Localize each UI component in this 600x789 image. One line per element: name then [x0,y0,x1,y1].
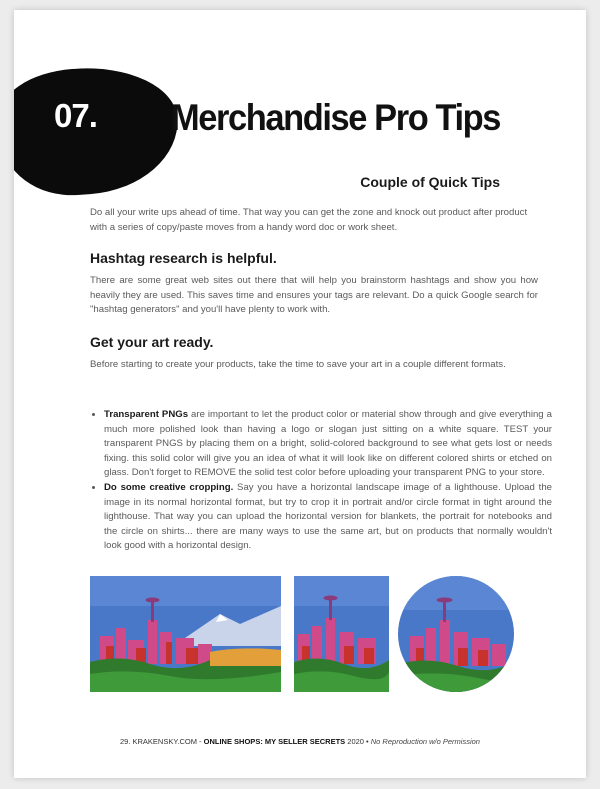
chapter-number: 07. [54,97,97,134]
artwork-portrait-crop [294,576,389,692]
hashtag-heading: Hashtag research is helpful. [90,250,277,266]
footer-notice: No Reproduction w/o Permission [370,737,480,746]
document-page [14,10,586,778]
chapter-badge-blob [14,62,182,200]
bullet-text: are important to let the product color or material show through and give everything a much more polished look than having a logo or slogan just sitting on a white square. TEST your transparent PNGS by placing them on a bright, solid-colored background to see what gets lost or needs fixing. this solid color will give you an idea of what it will look like on different colored shirts or etched on glass. Don't forget to REMOVE the solid test color before uploading your transparent PNG to your store. [104,409,552,479]
page-footer [14,737,586,746]
footer-year: 2020 • [345,737,371,746]
list-item [104,408,552,481]
tips-list [90,408,552,554]
art-ready-heading: Get your art ready. [90,334,214,350]
hashtag-body: There are some great web sites out there that will help you brainstorm hashtags and show you how heavily they are used. This saves time and ensures your tags are relevant. Do a quick Google search for "hashtag generators" and you'll have plenty to work with. [90,275,538,316]
art-ready-intro: Before starting to create your products, take the time to save your art in a couple different formats. [90,359,506,370]
quick-tips-body: Do all your write ups ahead of time. That way you can get the zone and knock out product after product with a series of copy/paste moves from a handy word doc or work sheet. [90,207,528,233]
artwork-landscape [90,576,281,692]
list-item [104,481,552,554]
bullet-lead: Do some creative cropping. [104,481,234,493]
footer-page: 29. KRAKENSKY.COM - [120,737,204,746]
footer-book-title: ONLINE SHOPS: MY SELLER SECRETS [203,737,346,746]
quick-tips-heading: Couple of Quick Tips [360,174,500,190]
artwork-circle-crop [398,576,514,692]
bullet-lead: Transparent PNGs [104,409,189,420]
bullet-text: Say you have a horizontal landscape image of a lighthouse. Upload the image in its normal horizontal format, but try to crop it in portrait and/or circle format in tight around the lighthouse. That way you can upload the horizontal version for blankets, the portrait for notebooks and the circle on shirts... there are many ways to use the same art, but on products that normally wouldn't look good with a horizontal design. [104,481,552,552]
chapter-title: Merchandise Pro Tips [171,97,501,138]
